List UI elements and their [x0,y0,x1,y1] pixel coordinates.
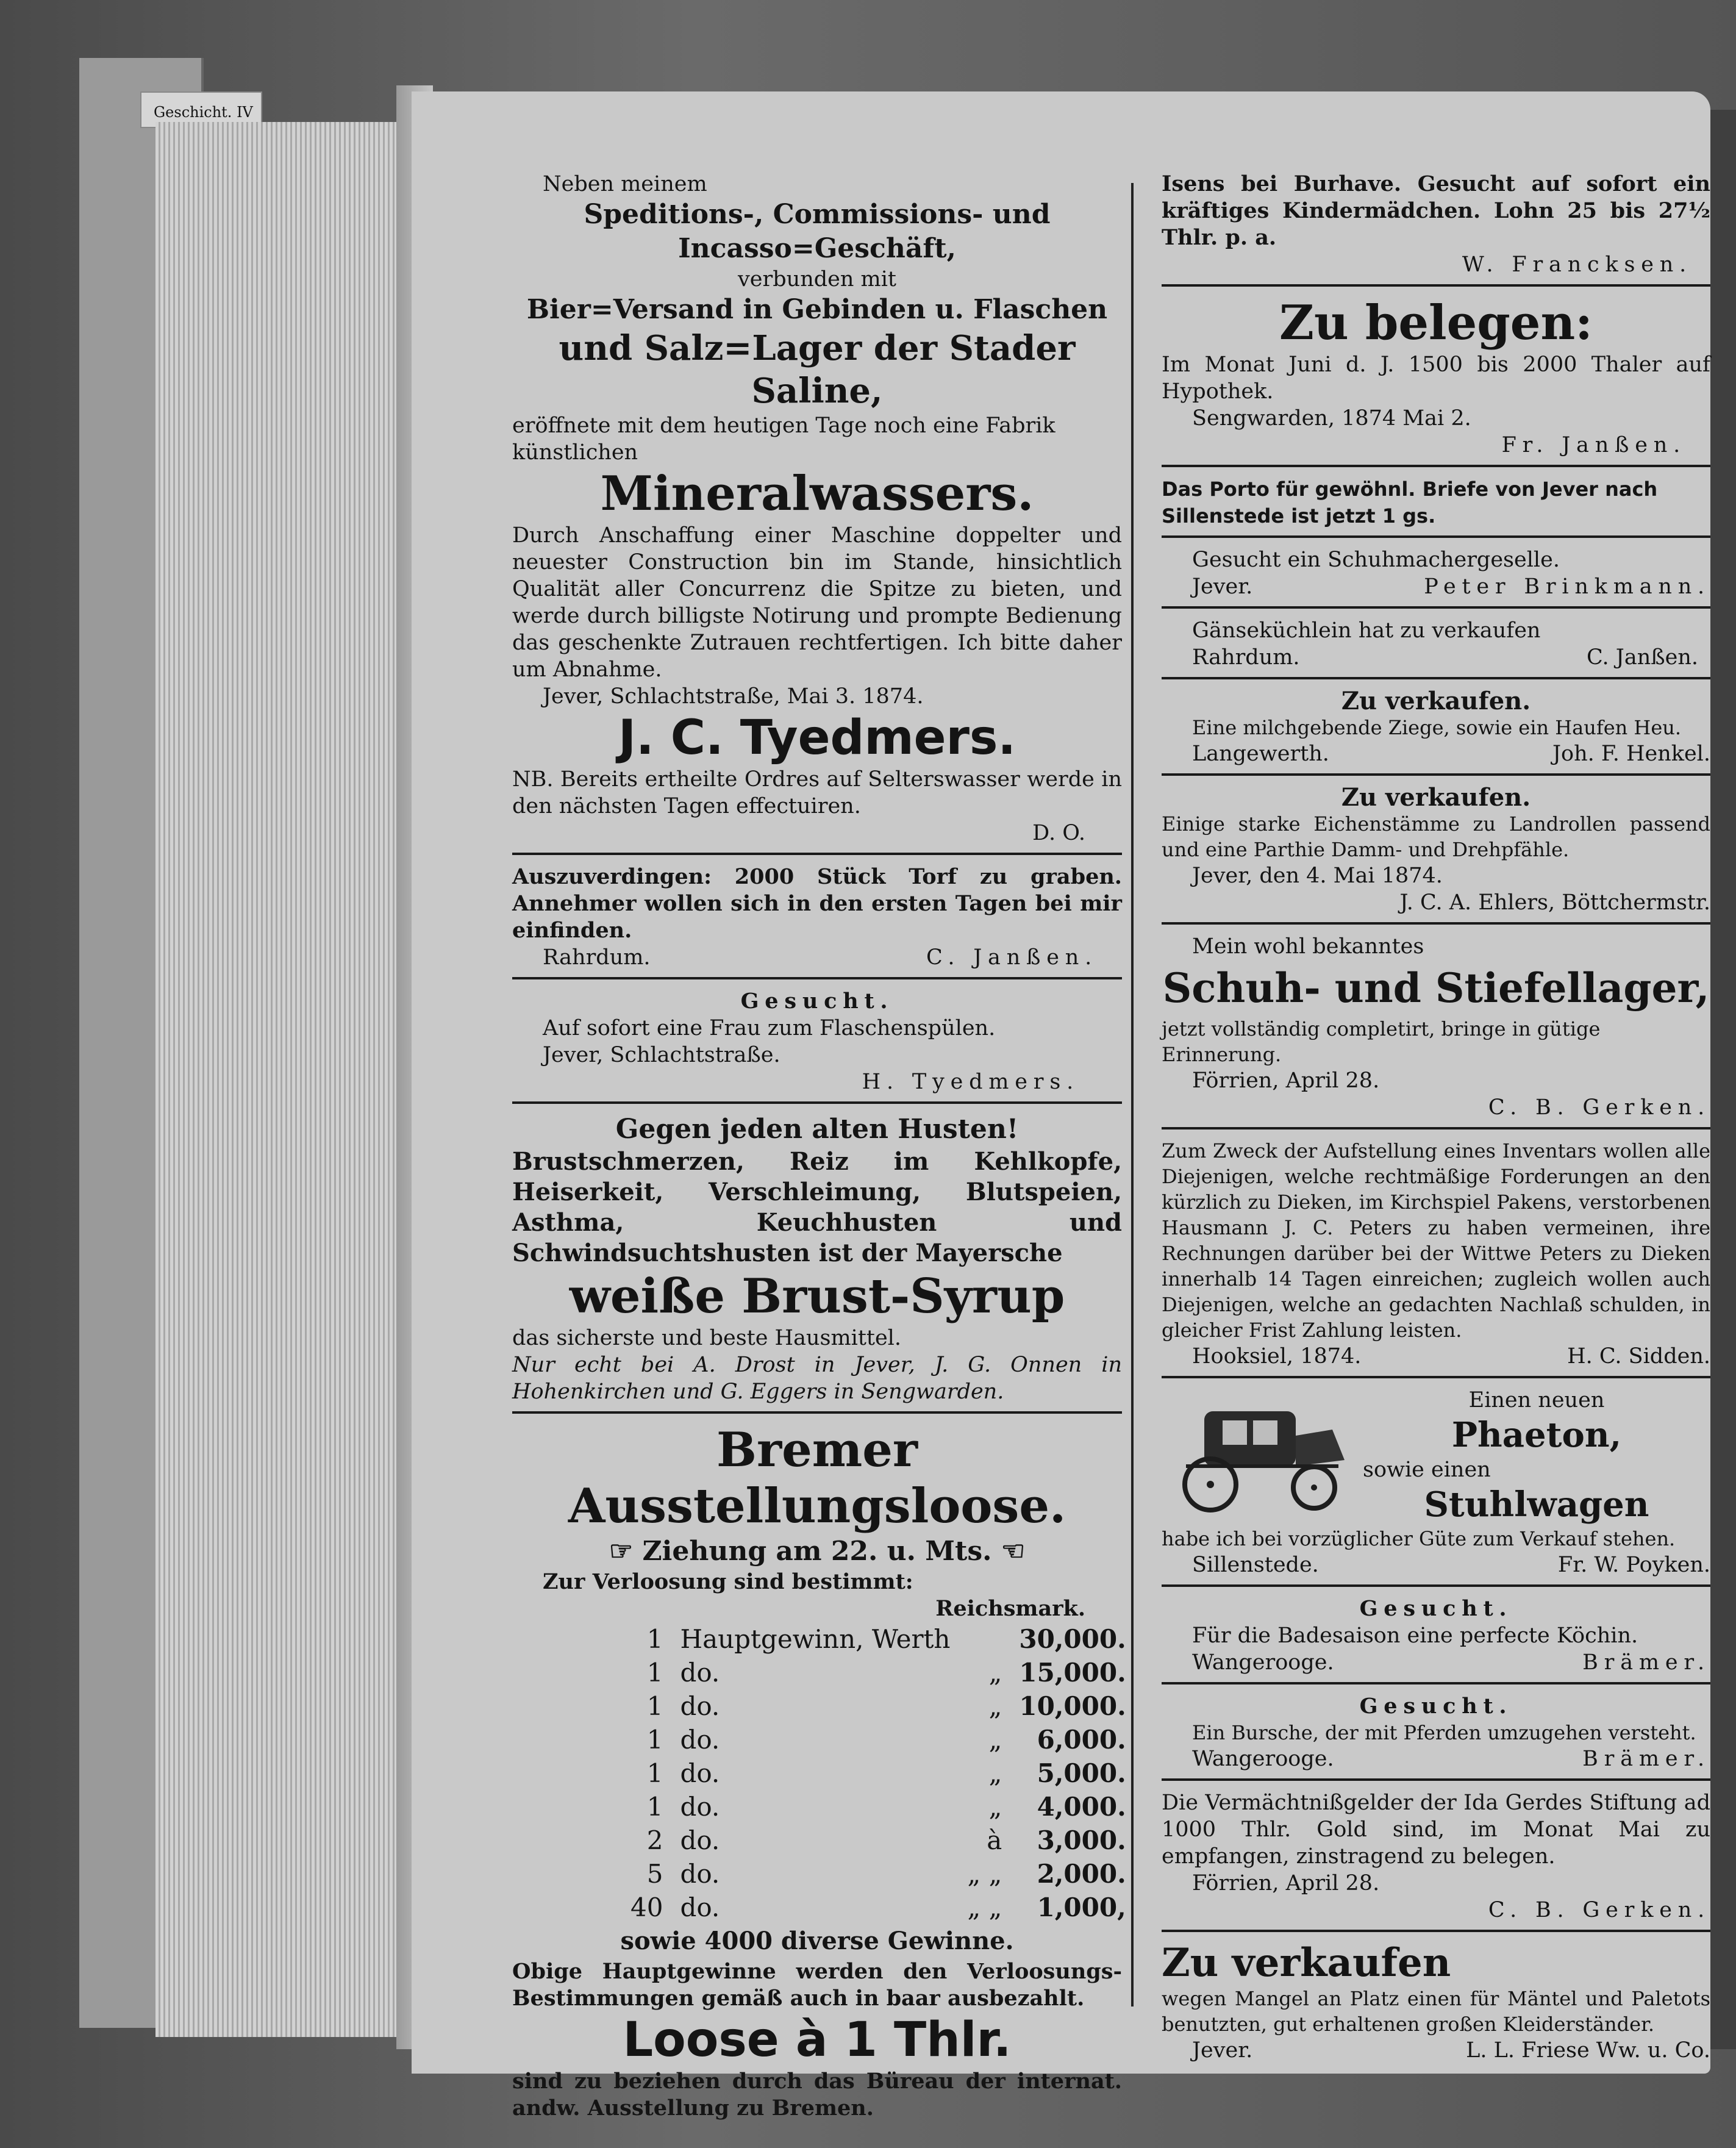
lottery-cell-n: 40 [630,1892,663,1922]
ad-title: Schuh- und Stiefellager, [1162,964,1710,1012]
ad-body: Durch Anschaffung einer Maschine doppelter und neuester Construction bin im Stande, hinsichtlich Qualität aller Concurrenz die Spitze zu bieten, und werde durch billigste Notirung und prompte Bedienung das geschenkte Zutrauen rechtfertigen. Ich bitte daher um Abnahme. [512,523,1122,682]
lottery-cell-n: 2 [646,1825,663,1855]
ad-heading: Incasso=Geschäft, [678,233,956,264]
ad-body: Das Porto für gewöhnl. Briefe von Jever nach Sillenstede ist jetzt 1 gs. [1162,478,1658,528]
ad-peters-inventar [1162,1138,1710,1370]
ad-body: das sicherste und beste Hausmittel. [512,1326,901,1350]
lottery-cell-d: do. [680,1691,720,1721]
ad-line: sowie einen [1363,1458,1491,1482]
ad-body: Für die Badesaison eine perfecte Köchin. [1192,1624,1638,1648]
ad-gerdes-stiftung [1162,1789,1710,1924]
ad-footer [1162,573,1710,600]
ad-gaense [1162,617,1710,671]
ad-body: wegen Mangel an Platz einen für Mäntel und Paletots benutzten, gut erhaltenen großen Kleiderständer. [1162,1987,1710,2036]
ad-place: Förrien, April 28. [1192,1871,1380,1896]
ad-place: Sengwarden, 1874 Mai 2. [1192,406,1471,431]
ad-footer [1162,1745,1710,1772]
ad-separator [1162,1778,1710,1781]
ad-signature: J. C. Tyedmers. [618,711,1016,765]
ad-title: Bremer Ausstellungsloose. [568,1422,1066,1534]
lottery-table [622,1622,1135,1924]
lottery-row [622,1756,1135,1790]
ad-note: NB. Bereits ertheilte Ordres auf Selterswasser werde in den nächsten Tagen effectuiren. [512,767,1122,818]
lottery-extra: sowie 4000 diverse Gewinne. [620,1927,1014,1955]
ad-line: Mein wohl bekanntes [1192,934,1424,959]
ad-product: weiße Brust-Syrup [569,1269,1065,1324]
lottery-cell-v: 6,000. [1037,1725,1126,1755]
phaeton-headings [1363,1387,1710,1526]
ad-place: Wangerooge. [1192,1650,1334,1675]
lottery-price: Loose à 1 Thlr. [623,2013,1012,2067]
right-column [1162,171,1710,2064]
ad-signature: J. C. A. Ehlers, Böttchermstr. [1399,890,1710,915]
ad-line: Einen neuen [1468,1388,1605,1412]
ad-sellers: Nur echt bei A. Drost in Jever, J. G. Onnen in Hohenkirchen und G. Eggers in Sengwarden. [512,1353,1122,1404]
ad-title: Zu verkaufen [1162,1940,1451,1986]
ad-separator [1162,1930,1710,1932]
ad-zu-belegen [1162,295,1710,459]
lottery-cell-d: do. [680,1859,720,1889]
ad-body: Isens bei Burhave. Gesucht auf sofort ein kräftiges Kindermädchen. Lohn 25 bis 27½ Thlr. p. a. [1162,171,1710,250]
ad-separator [1162,1127,1710,1129]
ad-porto [1162,476,1710,529]
ad-signature: C. Janßen. [1587,645,1698,670]
ad-place: Hooksiel, 1874. [1192,1344,1362,1369]
lottery-row [622,1857,1135,1891]
pointing-hand-right-icon: ☞ [609,1536,643,1567]
lottery-cell-n: 5 [646,1859,663,1889]
lottery-cell-n: 1 [646,1658,663,1688]
ad-heading: Stuhlwagen [1424,1484,1649,1525]
ad-signature: Peter Brinkmann. [1424,575,1710,599]
lottery-cell-q [959,1622,1010,1656]
ad-signature: Fr. Janßen. [1501,433,1686,457]
lottery-cell-q: „ [988,1725,1002,1755]
ad-signature: W. Francksen. [1462,252,1692,277]
ad-body: Zur Verloosung sind bestimmt: [543,1569,913,1594]
ad-body: Auf sofort eine Frau zum Flaschenspülen. [543,1016,996,1040]
spine-label: Geschicht. IV [140,91,262,128]
ad-separator [512,977,1122,979]
lottery-cell-d: Hauptgewinn, Werth [680,1624,951,1654]
ad-kleiderstaender [1162,1941,1710,2064]
lottery-row [622,1824,1135,1857]
ad-place: Langewerth. [1192,742,1329,766]
ad-separator [512,1101,1122,1104]
ad-footer [512,944,1122,971]
ad-body: Zum Zweck der Aufstellung eines Inventars wollen alle Diejenigen, welche rechtmäßige Forderungen an den kürzlich zu Dieken, im Kirchspiel Pakens, verstorbenen Hausmann J. C. Peters zu haben vermeinen, ihre Rechnungen darüber bei der Wittwe Peters zu Dieken innerhalb 14 Tagen einreichen; zugleich wollen auch Diejenigen, welche an gedachten Nachlaß schulden, in gleicher Frist Zahlung leisten. [1162,1139,1710,1342]
lottery-cell-n: 1 [646,1725,663,1755]
right-shadow [1710,110,1736,2049]
lottery-row [622,1891,1135,1924]
ad-place: Jever, den 4. Mai 1874. [1192,864,1443,888]
ad-signature: C. Janßen. [926,945,1098,970]
ad-place: Förrien, April 28. [1192,1069,1380,1093]
ad-place: Jever, Schlachtstraße. [543,1043,780,1067]
ad-separator [1162,677,1710,679]
ad-line: Neben meinem [543,172,707,196]
lottery-cell-q: „ [988,1792,1002,1822]
ad-separator [1162,922,1710,925]
ad-signature: Joh. F. Henkel. [1552,742,1710,766]
ad-gesucht-flaschen [512,988,1122,1095]
ad-eichen [1162,784,1710,916]
lottery-cell-n: 1 [646,1792,663,1822]
carriage-block [1162,1387,1710,1526]
lottery-row [622,1689,1135,1723]
lottery-cell-v: 15,000. [1019,1658,1126,1688]
ad-torf [512,864,1122,971]
ad-separator [1162,606,1710,609]
lottery-cell-d: do. [680,1758,720,1788]
ad-body: Gänseküchlein hat zu verkaufen [1192,618,1541,643]
ad-body: Ein Bursche, der mit Pferden umzugehen versteht. [1192,1721,1696,1744]
ad-lottery [512,1422,1126,2122]
ad-line: künstlichen [512,440,638,465]
ad-separator [1162,465,1710,467]
lottery-cell-d: do. [680,1658,720,1688]
ad-body: Brustschmerzen, Reiz im Kehlkopfe, Heiserkeit, Verschleimung, Blutspeien, Asthma, Keuchhusten und Schwindsuchtshusten ist der Mayersche [512,1147,1122,1267]
ad-body: habe ich bei vorzüglicher Güte zum Verkauf stehen. [1162,1527,1676,1550]
lottery-cell-n: 1 [646,1758,663,1788]
ad-separator [1162,1376,1710,1378]
ad-signature: C. B. Gerken. [1488,1898,1710,1922]
ad-koechin [1162,1595,1710,1676]
lottery-source: sind zu beziehen durch das Büreau der internat. andw. Ausstellung zu Bremen. [512,2069,1122,2121]
lottery-cell-d: do. [680,1725,720,1755]
ad-title: Zu verkaufen. [1341,783,1531,812]
lottery-cell-v: 30,000. [1019,1624,1126,1654]
ad-signature: L. L. Friese Ww. u. Co. [1466,2038,1710,2063]
carriage-illustration-icon [1162,1387,1363,1515]
lottery-note: Obige Hauptgewinne werden den Verloosungs-Bestimmungen gemäß auch in baar ausbezahlt. [512,1959,1122,2011]
ad-schuhmacher [1162,546,1710,600]
ad-body: Im Monat Juni d. J. 1500 bis 2000 Thaler auf Hypothek. [1162,353,1710,404]
ad-line: eröffnete mit dem heutigen Tage noch eine Fabrik [512,413,1056,438]
lottery-cell-d: do. [680,1892,720,1922]
lottery-cell-n: 1 [646,1624,663,1654]
lottery-row [622,1723,1135,1756]
ad-separator [1162,284,1710,287]
lottery-row [622,1622,1135,1656]
ad-bursche [1162,1693,1710,1772]
ad-kindermaedchen [1162,171,1710,278]
lottery-row [622,1790,1135,1824]
lottery-currency: Reichsmark. [935,1596,1085,1621]
lottery-cell-v: 5,000. [1037,1758,1126,1788]
page-stack [155,122,412,2037]
ad-heading: und Salz=Lager der Stader [559,328,1076,368]
ad-separator [1162,1584,1710,1587]
ad-place: Rahrdum. [543,945,651,970]
ad-title: Gesucht. [1359,1694,1513,1719]
ad-separator [512,853,1122,855]
ad-footer [1162,644,1710,671]
pointing-hand-left-icon: ☜ [991,1536,1026,1567]
ad-footer [1162,740,1710,767]
ad-place: Jever. [1192,2038,1253,2063]
ad-title: Mineralwassers. [600,466,1034,521]
lottery-row [622,1656,1135,1689]
ad-body: Auszuverdingen: 2000 Stück Torf zu graben. Annehmer wollen sich in den ersten Tagen bei mir einfinden. [512,864,1122,943]
ad-title: Zu verkaufen. [1341,687,1531,715]
lottery-cell-q: „ „ [967,1859,1002,1889]
ad-footer [1162,1343,1710,1370]
ad-ziege [1162,688,1710,767]
ad-signature: Brämer. [1582,1650,1710,1675]
lottery-cell-v: 4,000. [1037,1792,1126,1822]
ad-separator [1162,1682,1710,1684]
ad-signature: H. Tyedmers. [862,1070,1079,1094]
ad-signature: H. C. Sidden. [1567,1344,1710,1369]
ad-signature: Brämer. [1582,1747,1710,1771]
ad-heading: Phaeton, [1451,1415,1622,1455]
lottery-draw-line: ☞ Ziehung am 22. u. Mts. ☜ [609,1536,1026,1567]
lottery-cell-d: do. [680,1825,720,1855]
left-column [512,171,1126,2122]
ad-separator [1162,773,1710,776]
ad-place: Sillenstede. [1192,1553,1319,1577]
ad-place: Jever. [1192,575,1253,599]
ad-footer [1162,2037,1710,2064]
lottery-cell-v: 1,000, [1037,1892,1126,1922]
ad-title: Gegen jeden alten Husten! [615,1114,1019,1145]
ad-signature: Fr. W. Poyken. [1557,1553,1710,1577]
ad-tyedmers-mineralwater [512,171,1122,847]
ad-place: Jever, Schlachtstraße, Mai 3. 1874. [543,684,924,709]
lottery-cell-q: „ [988,1758,1002,1788]
ad-body: Gesucht ein Schuhmachergeselle. [1192,548,1560,572]
lottery-cell-n: 1 [646,1691,663,1721]
ad-separator [512,1411,1122,1414]
lottery-cell-v: 3,000. [1037,1825,1126,1855]
ad-body: Eine milchgebende Ziege, sowie ein Haufen Heu. [1192,716,1682,739]
ad-title: Zu belegen: [1279,295,1593,351]
ad-title: Gesucht. [1359,1596,1513,1621]
ad-body: Einige starke Eichenstämme zu Landrollen passend und eine Parthie Damm- und Drehpfähle. [1162,812,1710,861]
ad-schuhlager [1162,933,1710,1121]
ad-signature: C. B. Gerken. [1488,1095,1710,1120]
lottery-cell-d: do. [680,1792,720,1822]
ad-body: Die Vermächtnißgelder der Ida Gerdes Stiftung ad 1000 Thlr. Gold sind, im Monat Mai zu empfangen, zinstragend zu belegen. [1162,1791,1710,1869]
ad-heading: Speditions-, Commissions- und [584,199,1051,230]
ad-title: Gesucht. [740,989,894,1014]
ad-heading: Bier=Versand in Gebinden u. Flaschen [526,294,1108,325]
ad-place: Wangerooge. [1192,1747,1334,1771]
ad-footer [1162,1649,1710,1676]
ad-phaeton [1162,1387,1710,1578]
ad-separator [1162,535,1710,538]
ad-heading: Saline, [751,371,883,411]
lottery-cell-q: „ [988,1691,1002,1721]
ad-husten [512,1112,1122,1405]
ad-signature: D. O. [1032,821,1085,845]
lottery-cell-v: 2,000. [1037,1859,1126,1889]
ad-footer [1162,1552,1710,1578]
ad-place: Rahrdum. [1192,645,1300,670]
lottery-cell-q: à [987,1825,1002,1855]
ad-line: verbunden mit [738,267,896,292]
ad-body: jetzt vollständig completirt, bringe in gütige Erinnerung. [1162,1017,1601,1066]
lottery-cell-q: „ „ [967,1892,1002,1922]
lottery-cell-v: 10,000. [1019,1691,1126,1721]
lottery-cell-q: „ [988,1658,1002,1688]
